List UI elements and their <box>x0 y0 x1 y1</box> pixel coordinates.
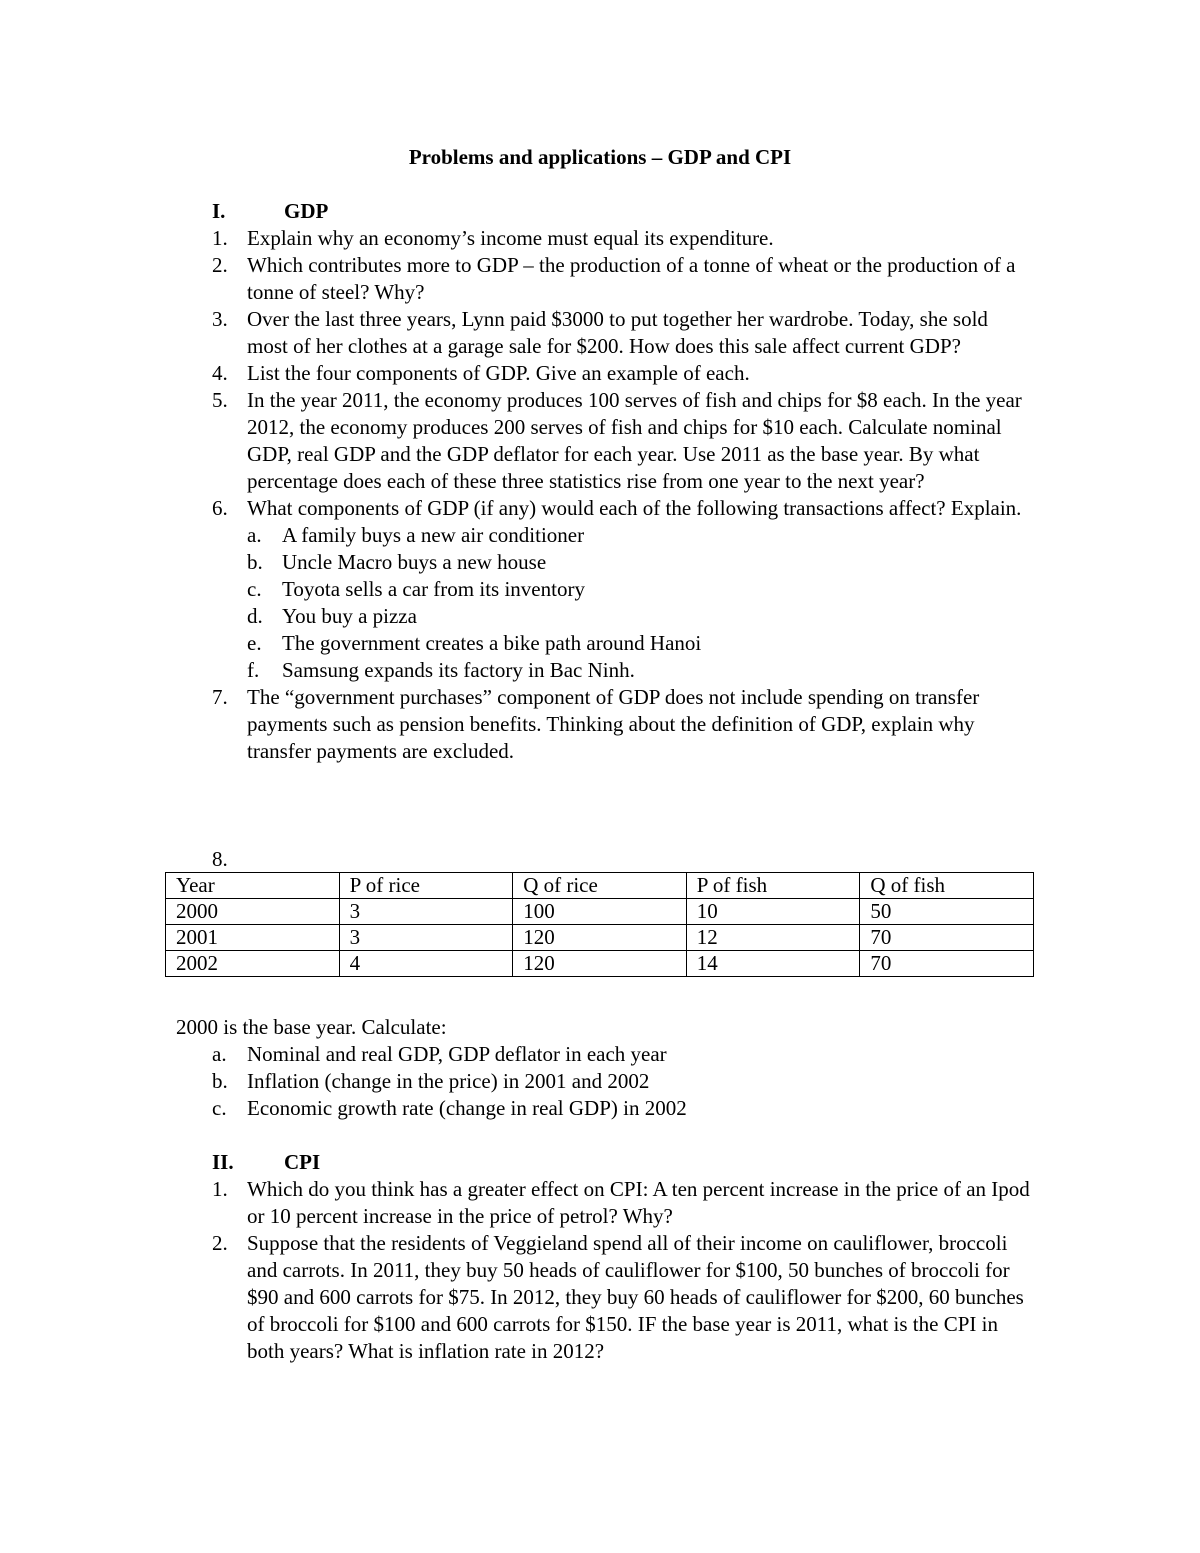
table-cell: 2001 <box>166 925 340 951</box>
item-number: 5. <box>212 388 228 412</box>
table-cell: 12 <box>686 925 860 951</box>
sub-item-text: You buy a pizza <box>282 604 417 628</box>
section-numeral: II. <box>212 1150 234 1174</box>
sub-item-letter: f. <box>247 658 260 682</box>
table-row <box>166 951 1034 977</box>
table-cell: 4 <box>339 951 513 977</box>
sub-item <box>247 657 1032 684</box>
item-number: 1. <box>212 226 228 250</box>
table-cell: 70 <box>860 925 1034 951</box>
item-number: 4. <box>212 361 228 385</box>
transaction-sublist <box>247 522 1032 684</box>
item-text: Over the last three years, Lynn paid $3000 to put together her wardrobe. Today, she sold most of her clothes at a garage sale for $200. How does this sale affect current GDP? <box>247 307 988 358</box>
sub-item-text: Samsung expands its factory in Bac Ninh. <box>282 658 635 682</box>
calc-item <box>212 1068 687 1095</box>
table-cell: 100 <box>513 899 687 925</box>
sub-item-letter: c. <box>247 577 262 601</box>
table-header-cell: Q of fish <box>860 873 1034 899</box>
list-item <box>212 1176 1032 1230</box>
section-numeral: I. <box>212 199 226 223</box>
section-title: CPI <box>284 1150 321 1174</box>
sub-item-letter: b. <box>247 550 263 574</box>
calc-item-text: Inflation (change in the price) in 2001 and 2002 <box>247 1069 650 1093</box>
item-number: 6. <box>212 496 228 520</box>
item-text: Explain why an economy’s income must equal its expenditure. <box>247 226 774 250</box>
item-text: Which do you think has a greater effect on CPI: A ten percent increase in the price of an Ipod or 10 percent increase in the price of petrol? Why? <box>247 1177 1030 1228</box>
item-number: 3. <box>212 307 228 331</box>
item-text: Which contributes more to GDP – the production of a tonne of wheat or the production of a tonne of steel? Why? <box>247 253 1016 304</box>
table-cell: 70 <box>860 951 1034 977</box>
list-item <box>212 252 1032 306</box>
calc-item-text: Nominal and real GDP, GDP deflator in each year <box>247 1042 667 1066</box>
list-item <box>212 495 1032 684</box>
price-quantity-table <box>165 872 1034 977</box>
item-text: Suppose that the residents of Veggieland spend all of their income on cauliflower, broccoli and carrots. In 2011, they buy 50 heads of cauliflower for $100, 50 bunches of broccoli for $90 and 600 carrots for $75. In 2012, they buy 60 heads of cauliflower for $200, 60 bunches of broccoli for $100 and 600 carrots for $150. IF the base year is 2011, what is the CPI in both years? What is inflation rate in 2012? <box>247 1231 1024 1363</box>
list-item <box>212 684 1032 765</box>
table-cell: 3 <box>339 899 513 925</box>
sub-item-text: Toyota sells a car from its inventory <box>282 577 585 601</box>
sub-item <box>247 630 1032 657</box>
table-row <box>166 899 1034 925</box>
table-cell: 120 <box>513 925 687 951</box>
table-header-cell: Q of rice <box>513 873 687 899</box>
sub-item <box>247 603 1032 630</box>
page-title: Problems and applications – GDP and CPI <box>408 145 792 169</box>
table-cell: 10 <box>686 899 860 925</box>
sub-item <box>247 576 1032 603</box>
calc-item-letter: c. <box>212 1096 227 1120</box>
calc-item-letter: a. <box>212 1042 227 1066</box>
sub-item-text: The government creates a bike path around Hanoi <box>282 631 702 655</box>
item-number-8: 8. <box>212 847 228 871</box>
table-cell: 120 <box>513 951 687 977</box>
base-year-note: 2000 is the base year. Calculate: <box>176 1015 447 1039</box>
table-header-cell: P of rice <box>339 873 513 899</box>
table-cell: 2000 <box>166 899 340 925</box>
list-item <box>212 225 1032 252</box>
item-text: In the year 2011, the economy produces 100 serves of fish and chips for $8 each. In the year 2012, the economy produces 200 serves of fish and chips for $10 each. Calculate nominal GDP, real GDP and the GDP deflator for each year. Use 2011 as the base year. By what percentage does each of these three statistics rise from one year to the next year? <box>247 388 1022 493</box>
table-row <box>166 925 1034 951</box>
table-header-row <box>166 873 1034 899</box>
calc-item <box>212 1041 687 1068</box>
gdp-question-list <box>212 225 1032 765</box>
table-header-cell: P of fish <box>686 873 860 899</box>
list-item <box>212 360 1032 387</box>
sub-item-letter: e. <box>247 631 262 655</box>
section-title: GDP <box>284 199 329 223</box>
calc-item-text: Economic growth rate (change in real GDP) in 2002 <box>247 1096 687 1120</box>
item-text: The “government purchases” component of GDP does not include spending on transfer payments such as pension benefits. Thinking about the definition of GDP, explain why transfer payments are excluded. <box>247 685 980 763</box>
sub-item-text: Uncle Macro buys a new house <box>282 550 547 574</box>
sub-item <box>247 549 1032 576</box>
list-item <box>212 306 1032 360</box>
table-cell: 3 <box>339 925 513 951</box>
item-number: 2. <box>212 253 228 277</box>
calculation-list <box>212 1041 687 1122</box>
item-text: What components of GDP (if any) would each of the following transactions affect? Explain. <box>247 496 1022 520</box>
list-item <box>212 1230 1032 1365</box>
sub-item-text: A family buys a new air conditioner <box>282 523 585 547</box>
cpi-question-list <box>212 1176 1032 1365</box>
item-number: 2. <box>212 1231 228 1255</box>
sub-item-letter: a. <box>247 523 262 547</box>
table-cell: 50 <box>860 899 1034 925</box>
sub-item-letter: d. <box>247 604 263 628</box>
table-cell: 2002 <box>166 951 340 977</box>
list-item <box>212 387 1032 495</box>
item-number: 1. <box>212 1177 228 1201</box>
calc-item <box>212 1095 687 1122</box>
item-text: List the four components of GDP. Give an example of each. <box>247 361 750 385</box>
table-header-cell: Year <box>166 873 340 899</box>
item-number: 7. <box>212 685 228 709</box>
table-cell: 14 <box>686 951 860 977</box>
sub-item <box>247 522 1032 549</box>
calc-item-letter: b. <box>212 1069 228 1093</box>
